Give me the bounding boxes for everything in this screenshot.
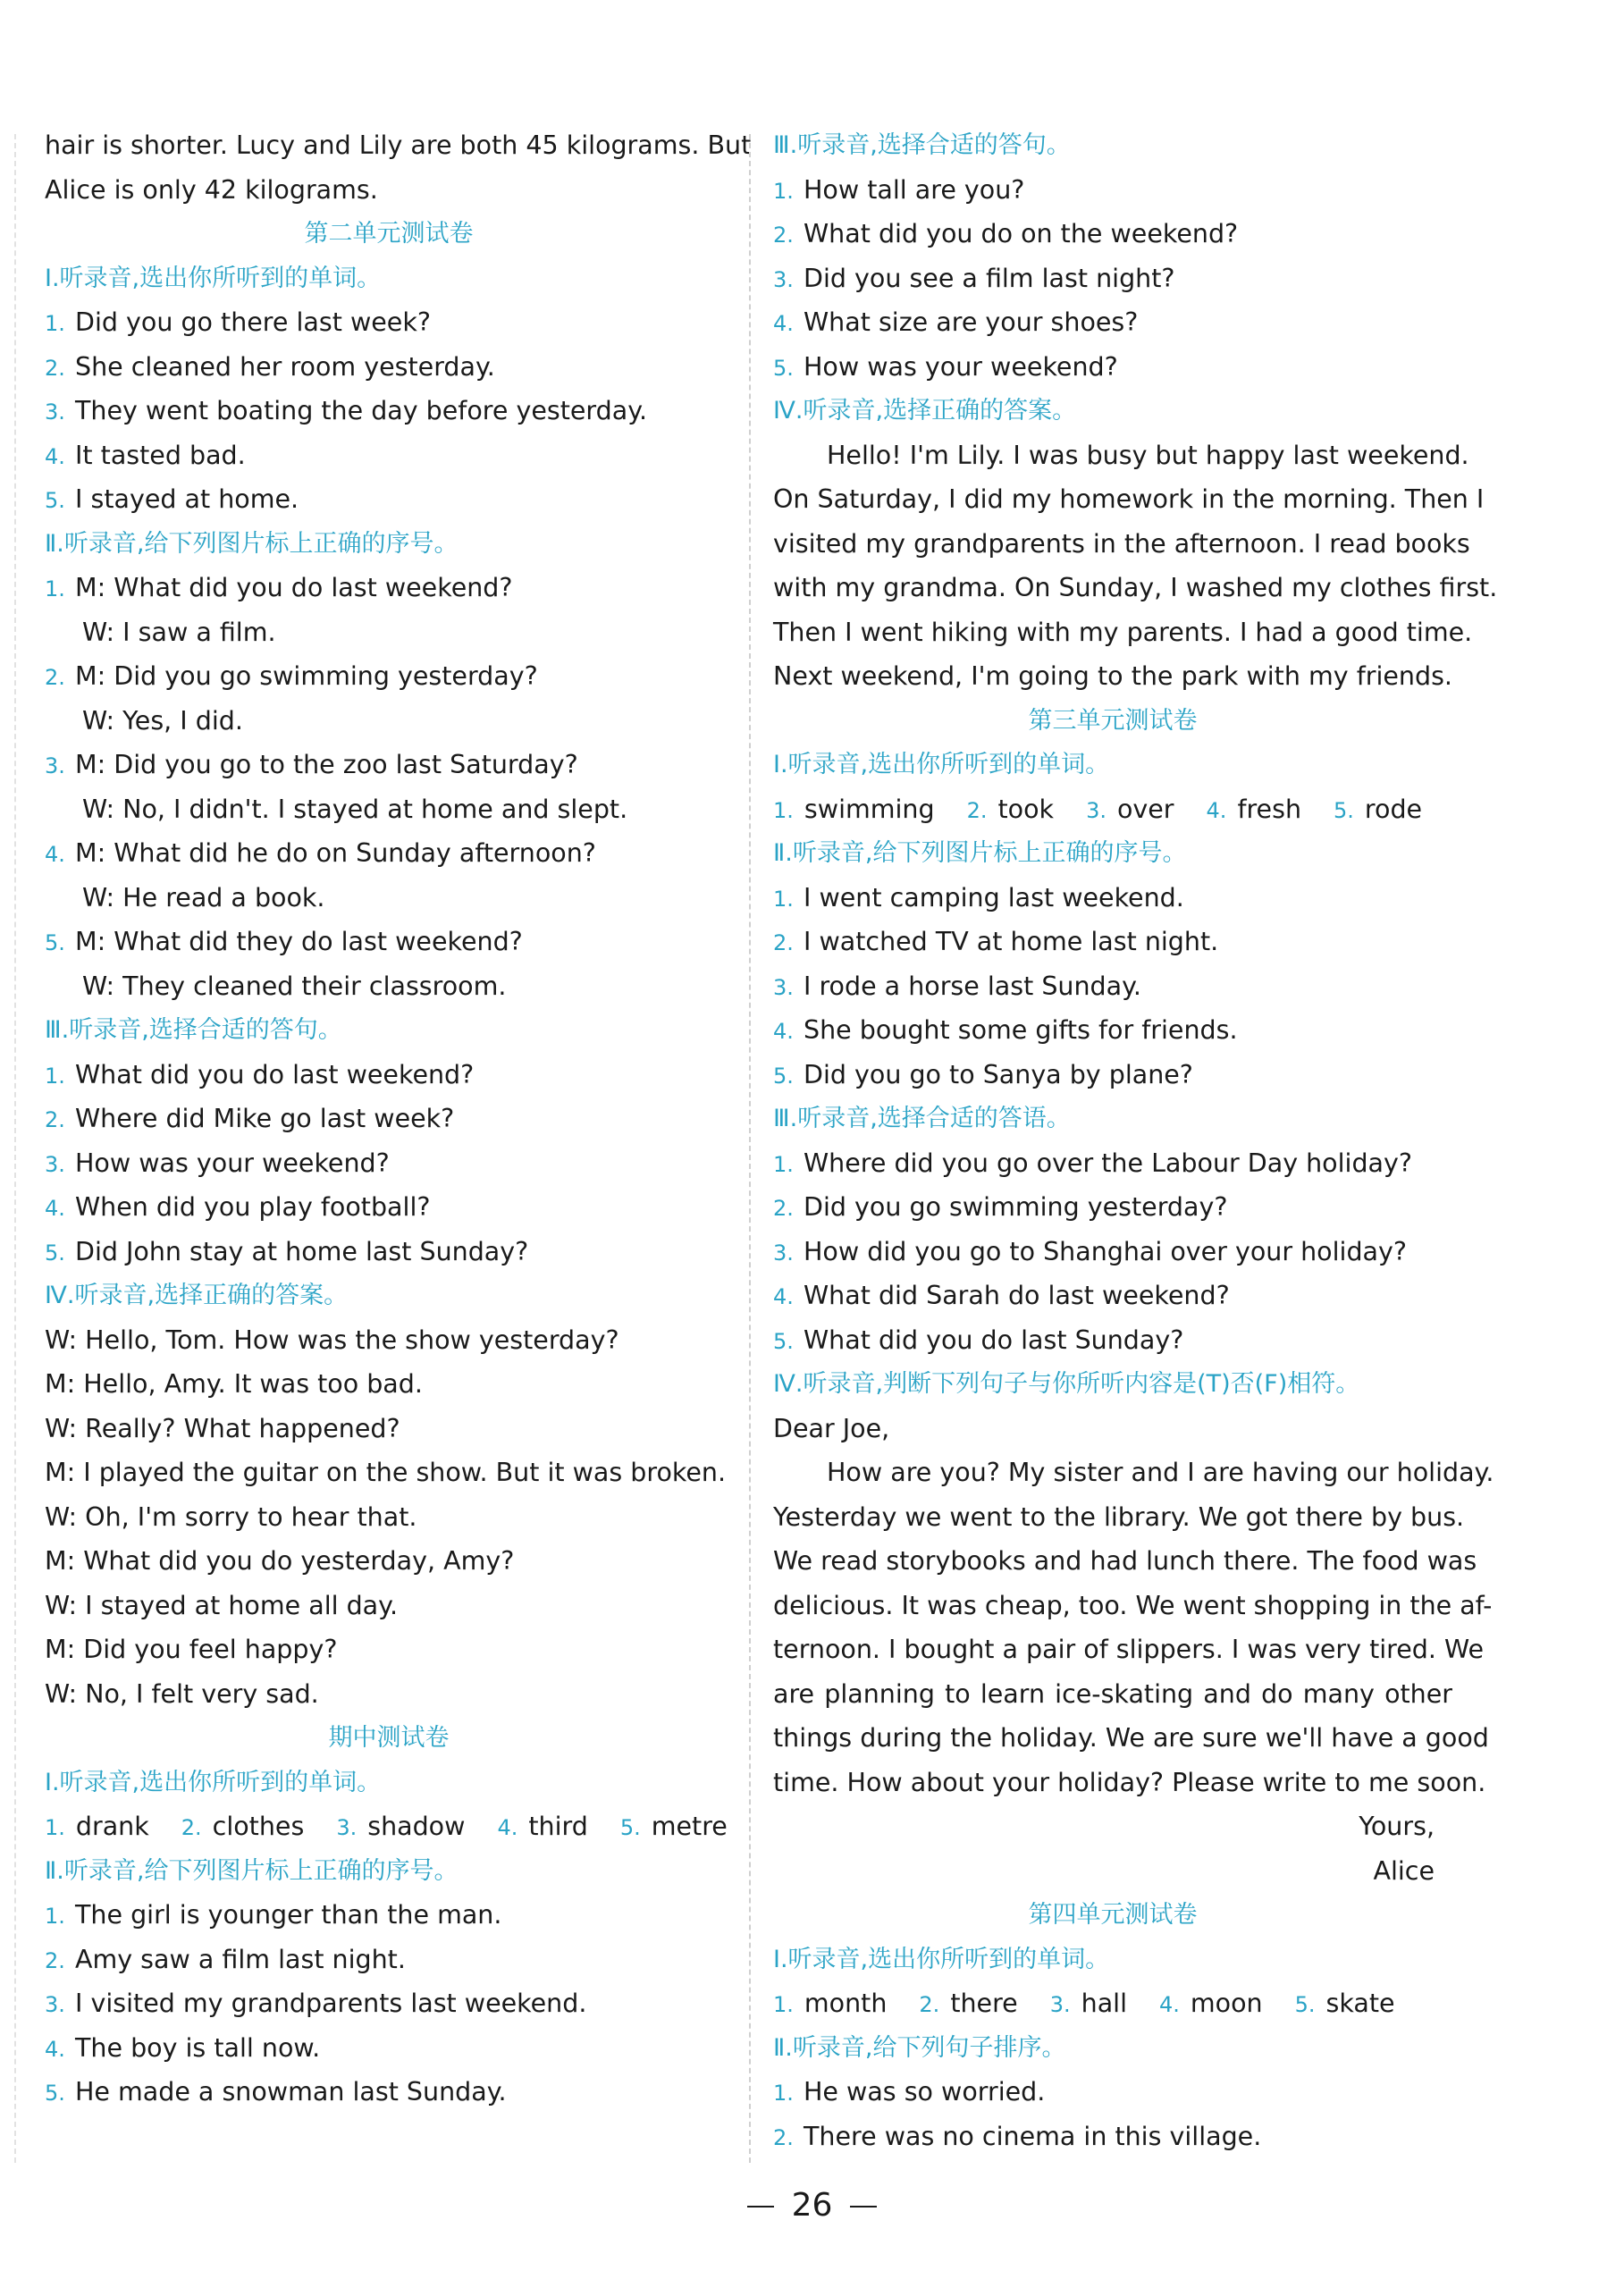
text-line: W: No, I felt very sad. — [45, 1678, 319, 1709]
section-heading: Ⅰ.听录音,选出你所听到的单词。 — [773, 1945, 1110, 1973]
item-number: 4. — [773, 1284, 794, 1309]
item-number: 5. — [45, 488, 65, 513]
list-item — [45, 1097, 733, 1141]
item-number: 5. — [45, 2081, 65, 2106]
word-number: 5. — [1334, 797, 1354, 823]
item-number: 2. — [45, 665, 65, 690]
list-item — [45, 477, 733, 522]
word-list — [45, 1804, 733, 1849]
item-number: 3. — [45, 753, 65, 778]
item-number: 1. — [45, 576, 65, 601]
text-line: Hello! I'm Lily. I was busy but happy last weekend. — [827, 440, 1469, 470]
list-item — [773, 1185, 1452, 1230]
item-number: 2. — [773, 1196, 794, 1221]
item-number: 2. — [45, 1107, 65, 1132]
word-number: 1. — [773, 797, 794, 823]
section-title: 期中测试卷 — [328, 1724, 450, 1752]
word: over — [1116, 794, 1174, 824]
list-item — [45, 2070, 733, 2115]
dash-left — [747, 2206, 774, 2208]
item-number: 2. — [773, 223, 794, 248]
item-number: 1. — [45, 1063, 65, 1089]
word: clothes — [212, 1812, 305, 1841]
item-number: 4. — [45, 1196, 65, 1221]
list-item — [45, 1938, 733, 1982]
item-text: When did you play football? — [75, 1192, 431, 1222]
item-text: I rode a horse last Sunday. — [804, 971, 1141, 1001]
list-item — [773, 964, 1452, 1009]
list-item — [45, 566, 733, 610]
list-item — [773, 2070, 1452, 2115]
dialogue-reply: W: They cleaned their classroom. — [82, 971, 507, 1001]
text-line: Yours, — [1359, 1812, 1435, 1841]
dialogue-reply: W: No, I didn't. I stayed at home and slept. — [82, 794, 628, 824]
word-list — [773, 787, 1452, 832]
item-text: What did you do last weekend? — [75, 1059, 475, 1089]
item-text: I visited my grandparents last weekend. — [75, 1989, 587, 2018]
item-text: Where did you go over the Labour Day holiday? — [804, 1148, 1413, 1178]
item-number: 1. — [773, 178, 794, 204]
word-number: 2. — [966, 797, 988, 823]
item-text: It tasted bad. — [75, 440, 246, 470]
word-number: 1. — [45, 1815, 65, 1840]
list-item — [773, 256, 1452, 301]
item-number: 5. — [45, 930, 65, 955]
list-item — [45, 654, 733, 699]
item-text: Did you go to Sanya by plane? — [804, 1059, 1193, 1089]
text-line: are planning to learn ice-skating and do many other — [773, 1678, 1452, 1709]
item-text: How was your weekend? — [75, 1148, 390, 1178]
item-text: Did you go there last week? — [75, 307, 431, 337]
word-number: 4. — [1206, 797, 1227, 823]
item-text: She cleaned her room yesterday. — [75, 351, 495, 382]
section-heading: Ⅱ.听录音,给下列图片标上正确的序号。 — [45, 1856, 459, 1885]
word: rode — [1364, 794, 1423, 824]
item-number: 3. — [773, 1240, 794, 1266]
text-line: time. How about your holiday? Please write to me soon. — [773, 1767, 1486, 1797]
list-item — [45, 743, 733, 787]
item-number: 5. — [45, 1240, 65, 1266]
word: metre — [651, 1812, 728, 1841]
dialogue-reply: W: He read a book. — [82, 882, 325, 912]
word-number: 2. — [181, 1815, 202, 1840]
list-item — [773, 345, 1452, 390]
item-text: Did you see a film last night? — [804, 263, 1175, 293]
list-item — [773, 1318, 1452, 1363]
section-heading: Ⅰ.听录音,选出你所听到的单词。 — [45, 1768, 382, 1796]
item-text: What did you do on the weekend? — [804, 219, 1239, 248]
item-text: He was so worried. — [804, 2077, 1046, 2107]
section-heading: Ⅲ.听录音,选择合适的答语。 — [773, 1105, 1071, 1132]
item-text: Did you go swimming yesterday? — [804, 1192, 1228, 1222]
word-number: 4. — [497, 1815, 518, 1840]
item-text: Did John stay at home last Sunday? — [75, 1236, 529, 1266]
word: took — [997, 794, 1055, 824]
section-heading: Ⅱ.听录音,给下列句子排序。 — [773, 2033, 1066, 2062]
section-heading: Ⅱ.听录音,给下列图片标上正确的序号。 — [773, 839, 1187, 867]
item-number: 5. — [773, 1328, 794, 1354]
word: skate — [1325, 1989, 1395, 2018]
word: fresh — [1237, 794, 1302, 824]
item-text: They went boating the day before yesterday. — [75, 396, 648, 425]
list-item — [773, 1053, 1452, 1097]
page-number-value: 26 — [791, 2187, 833, 2224]
word: third — [528, 1812, 588, 1841]
item-text: How tall are you? — [804, 174, 1025, 205]
word-number: 3. — [336, 1815, 358, 1840]
list-item — [773, 300, 1452, 345]
section-title: 第四单元测试卷 — [1028, 1901, 1198, 1929]
item-text: He made a snowman last Sunday. — [75, 2077, 507, 2107]
word-list — [773, 1981, 1452, 2026]
column-divider — [749, 134, 751, 2163]
item-text: She bought some gifts for friends. — [804, 1015, 1238, 1045]
section-heading: Ⅲ.听录音,选择合适的答句。 — [45, 1016, 342, 1044]
item-number: 4. — [773, 1019, 794, 1044]
list-item — [45, 920, 733, 964]
text-line: things during the holiday. We are sure we'll have a good — [773, 1723, 1489, 1753]
section-heading: Ⅳ.听录音,选择正确的答案。 — [45, 1282, 349, 1309]
item-number: 2. — [773, 930, 794, 955]
text-line: M: What did you do yesterday, Amy? — [45, 1546, 515, 1576]
item-number: 3. — [45, 399, 65, 425]
list-item — [45, 1230, 733, 1274]
text-line: Alice is only 42 kilograms. — [45, 174, 378, 205]
text-line: We read storybooks and had lunch there. The food was — [773, 1546, 1477, 1576]
list-item — [773, 920, 1452, 964]
list-item — [45, 1981, 733, 2026]
list-item — [773, 212, 1452, 256]
item-text: Where did Mike go last week? — [75, 1104, 455, 1133]
list-item — [45, 831, 733, 876]
item-number: 2. — [45, 355, 65, 381]
item-text: M: What did they do last weekend? — [75, 927, 523, 956]
item-number: 3. — [773, 974, 794, 1000]
item-number: 2. — [773, 2124, 794, 2150]
text-line: visited my grandparents in the afternoon. I read books — [773, 528, 1470, 559]
item-number: 5. — [773, 1063, 794, 1089]
item-text: I went camping last weekend. — [804, 882, 1184, 912]
dash-right — [850, 2206, 877, 2208]
item-text: What size are your shoes? — [804, 307, 1139, 337]
item-number: 3. — [773, 266, 794, 292]
page-number — [0, 2179, 1624, 2233]
section-heading: Ⅳ.听录音,选择正确的答案。 — [773, 397, 1077, 425]
list-item — [773, 1274, 1452, 1318]
item-number: 1. — [773, 2081, 794, 2106]
dialogue-reply: W: Yes, I did. — [82, 705, 243, 736]
item-text: M: What did you do last weekend? — [75, 573, 513, 602]
item-text: There was no cinema in this village. — [804, 2121, 1262, 2151]
section-heading: Ⅱ.听录音,给下列图片标上正确的序号。 — [45, 529, 459, 558]
left-margin-rule — [14, 134, 16, 2163]
item-text: Amy saw a film last night. — [75, 1944, 406, 1974]
text-line: with my grandma. On Sunday, I washed my clothes first. — [773, 573, 1498, 602]
item-text: I stayed at home. — [75, 484, 299, 514]
text-line: Yesterday we went to the library. We got there by bus. — [773, 1501, 1465, 1532]
list-item — [773, 1141, 1452, 1186]
item-text: M: What did he do on Sunday afternoon? — [75, 838, 596, 868]
text-line: How are you? My sister and I are having our holiday. — [827, 1458, 1494, 1487]
word-number: 1. — [773, 1992, 794, 2017]
list-item — [45, 300, 733, 345]
list-item — [773, 2115, 1452, 2159]
text-line: M: Did you feel happy? — [45, 1635, 338, 1664]
item-number: 3. — [45, 1992, 65, 2017]
section-title: 第三单元测试卷 — [1028, 706, 1198, 735]
word: drank — [75, 1812, 149, 1841]
item-number: 2. — [45, 1947, 65, 1973]
item-text: How did you go to Shanghai over your holiday? — [804, 1236, 1407, 1266]
word: shadow — [367, 1812, 466, 1841]
dialogue-reply: W: I saw a film. — [82, 617, 276, 647]
text-line: W: Really? What happened? — [45, 1413, 400, 1443]
list-item — [773, 1008, 1452, 1053]
item-text: What did Sarah do last weekend? — [804, 1281, 1230, 1310]
item-number: 1. — [45, 1904, 65, 1929]
item-text: The boy is tall now. — [75, 2032, 321, 2063]
section-heading: Ⅳ.听录音,判断下列句子与你所听内容是(T)否(F)相符。 — [773, 1370, 1360, 1398]
list-item — [773, 168, 1452, 213]
text-line: W: Hello, Tom. How was the show yesterday? — [45, 1325, 619, 1355]
section-title: 第二单元测试卷 — [304, 220, 474, 248]
list-item — [45, 345, 733, 390]
list-item — [45, 1053, 733, 1097]
text-line: On Saturday, I did my homework in the morning. Then I — [773, 484, 1485, 514]
item-number: 4. — [45, 842, 65, 867]
item-number: 4. — [773, 311, 794, 336]
text-line: ternoon. I bought a pair of slippers. I was very tired. We — [773, 1635, 1485, 1664]
item-number: 4. — [45, 2036, 65, 2062]
item-text: M: Did you go to the zoo last Saturday? — [75, 750, 578, 779]
right-column — [773, 123, 1498, 2158]
item-text: The girl is younger than the man. — [75, 1900, 502, 1930]
list-item — [45, 2026, 733, 2071]
text-line: M: Hello, Amy. It was too bad. — [45, 1369, 423, 1399]
word: hall — [1081, 1989, 1127, 2018]
section-heading: Ⅲ.听录音,选择合适的答句。 — [773, 131, 1071, 159]
item-number: 1. — [45, 311, 65, 336]
item-text: I watched TV at home last night. — [804, 927, 1219, 956]
list-item — [45, 1141, 733, 1186]
list-item — [45, 433, 733, 478]
item-number: 1. — [773, 1151, 794, 1177]
word: there — [950, 1989, 1018, 2018]
item-text: How was your weekend? — [804, 351, 1118, 382]
list-item — [773, 876, 1452, 921]
list-item — [773, 1230, 1452, 1274]
list-item — [45, 1893, 733, 1938]
text-line: Then I went hiking with my parents. I had a good time. — [773, 617, 1473, 647]
item-number: 3. — [45, 1151, 65, 1177]
text-line: W: Oh, I'm sorry to hear that. — [45, 1501, 417, 1532]
section-heading: Ⅰ.听录音,选出你所听到的单词。 — [45, 264, 382, 292]
left-column — [45, 123, 752, 2115]
list-item — [45, 1185, 733, 1230]
text-line: Next weekend, I'm going to the park with my friends. — [773, 661, 1452, 691]
list-item — [45, 389, 733, 433]
word-number: 5. — [1294, 1992, 1316, 2017]
text-line: Dear Joe, — [773, 1413, 890, 1443]
word-number: 4. — [1159, 1992, 1180, 2017]
item-text: What did you do last Sunday? — [804, 1325, 1184, 1355]
item-text: M: Did you go swimming yesterday? — [75, 661, 538, 691]
word-number: 3. — [1086, 797, 1107, 823]
word: swimming — [804, 794, 935, 824]
item-number: 1. — [773, 886, 794, 912]
text-line: W: I stayed at home all day. — [45, 1590, 399, 1620]
section-heading: Ⅰ.听录音,选出你所听到的单词。 — [773, 751, 1110, 778]
word-number: 2. — [919, 1992, 940, 2017]
text-line: hair is shorter. Lucy and Lily are both 45 kilograms. But — [45, 130, 752, 160]
text-line: M: I played the guitar on the show. But it was broken. — [45, 1458, 727, 1487]
text-line: Alice — [1373, 1855, 1435, 1886]
text-line: delicious. It was cheap, too. We went shopping in the af- — [773, 1590, 1493, 1620]
item-number: 5. — [773, 355, 794, 381]
word: month — [804, 1989, 888, 2018]
word-number: 3. — [1049, 1992, 1071, 2017]
word-number: 5. — [619, 1815, 641, 1840]
word: moon — [1190, 1989, 1263, 2018]
item-number: 4. — [45, 443, 65, 469]
